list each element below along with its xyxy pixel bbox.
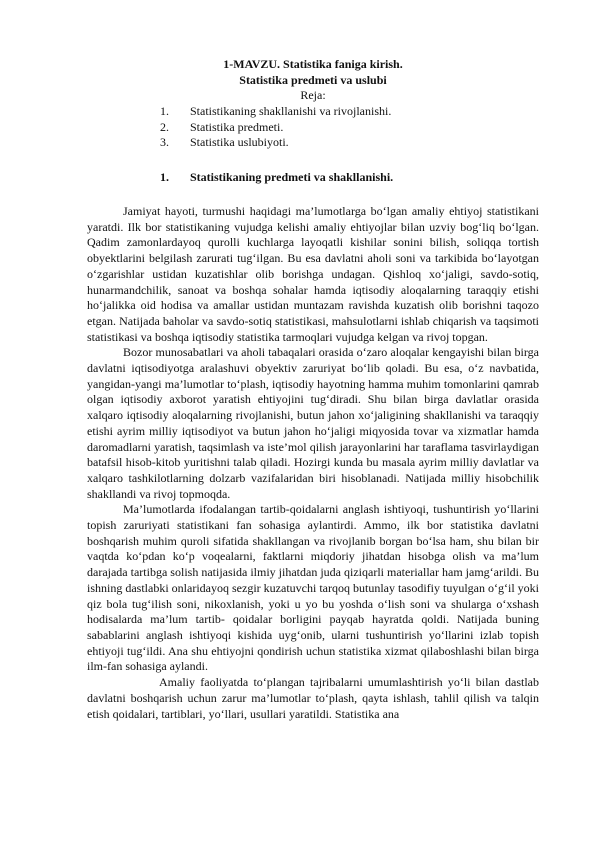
plan-label: Reja:: [300, 88, 326, 102]
plan-item: [160, 104, 391, 120]
plan-item-number: 2.: [160, 119, 169, 134]
plan-list: [160, 104, 391, 151]
paragraph: Bozor munosabatlari va aholi tabaqalari orasida o‘zaro aloqalar kengayishi bilan birga davlatni iqtisodiyotga aralashuvi obyektiv zaruriyat bo‘lib qoladi. Bu esa, o‘z navbatida, yangidan-yangi ma’lumotlar to‘plash, iqtisodiy hayotning hamma muhim tomonlarini qamrab olgan iqtisodiy axborot yaratish ehtiyojini tug‘diradi. Shu bilan birga davlatlar orasida xalqaro iqtisodiy aloqalarning rivojlanishi, butun jahon xo‘jaligining shakllanishi va taraqqiy etishi ayrim milliy iqtisodiyot va butun jahon ho‘jaligi miqyosida tovar va xizmatlar hamda daromadlarni yaratish, taqsimlash va iste’mol qilish jarayonlarini har taraflama tasvirlaydigan batafsil hisob-kitob yuritishni talab qiladi. Hozirgi kunda bu masala ayrim milliy davlatlar va xalqaro tashkilotlarning dolzarb vazifalaridan biri hisoblanadi. Natijada milliy hisobchilik shakllandi va rivoj topmoqda.: [87, 345, 539, 501]
topic-subtitle: Statistika predmeti va uslubi: [239, 73, 387, 87]
paragraph: Ma’lumotlarda ifodalangan tartib-qoidalarni anglash ishtiyoqi, tushuntirish yo‘llarini topish zaruriyati statistikani fan sohasiga aylantirdi. Ammo, ilk bor statistika davlatni boshqarish muhim quroli sifatida shakllangan va rivojlanib borgan bo‘lsa ham, shu bilan bir vaqtda ko‘pdan ko‘p voqealarni, faktlarni miqdoriy jihatdan hisobga olish va ma’lum darajada tartibga solish natijasida ilmiy jihatdan juda qiziqarli materiallar ham jamg‘arildi. Bu ishning dastlabki onlaridayoq sezgir kuzatuvchi tarqoq butunlay tasodifiy tuyulgan o‘g‘il yoki qiz bola tug‘ilish soni, nikoxlanish, yoki u yo bu yoshda o‘lish soni va shularga o‘xshash hodisalarda ma’lum tartib- qoidalar borligini payqab hayratda qoldi. Natijada buning sabablarini anglash ishtiyoqi kishida uyg‘onib, ularni tushuntirish yo‘llarini izlab topish ehtiyoji tug‘ildi. Ana shu ehtiyojni qondirish uchun statistika xizmat qilaboshlashi bilan birga ilm-fan sohasiga aylandi.: [87, 502, 539, 674]
section-heading: [160, 170, 393, 185]
plan-item-number: 3.: [160, 135, 169, 150]
body-text: [87, 204, 539, 722]
plan-item-number: 1.: [160, 104, 169, 118]
section-title: Statistikaning predmeti va shakllanishi.: [190, 170, 394, 184]
section-number: 1.: [160, 170, 169, 184]
paragraph: Amaliy faoliyatda to‘plangan tajribalarni umumlashtirish yo‘li bilan dastlab davlatni boshqarish uchun zarur ma’lumotlar to‘plash, qayta ishlash, tahlil qilish va talqin etish qoidalari, tartiblari, yo‘llari, usullari yaratildi. Statistika ana: [87, 675, 539, 721]
paragraph: Jamiyat hayoti, turmushi haqidagi ma’lumotlarga bo‘lgan amaliy ehtiyoj statistikani yaratdi. Ilk bor statistikaning vujudga kelishi amaliy ehtiyojlar bilan uzviy bog‘liq bo‘lgan. Qadim zamonlardayoq qurolli kuchlarga layoqatli kishilar sonini bilish, soliqqa tortish obyektlarini belgilash zarurati tug‘ilgan. Bu esa davlatni aholi soni va tarkibida bo‘layotgan o‘zgarishlar ustidan kuzatishlar olib borishga undagan. Qishloq xo‘jaligi, savdo-sotiq, hunarmandchilik, sanoat va boshqa sohalar hamda iqtisodiy aloqalarning taraqqiy etishi ho‘jalikka oid hodisa va amallar ustidan muntazam ravishda kuzatish olib borishni taqozo etgan. Natijada baholar va savdo-sotiq statistikasi, mahsulotlarni ishlab chiqarish va taqsimoti statistikasi va boshqa iqtisodiy statistika tarmoqlari vujudga kelgan va rivoj topgan.: [87, 204, 539, 344]
plan-item-text: Statistika predmeti.: [190, 119, 284, 134]
topic-title: 1-MAVZU. Statistika faniga kirish.: [223, 57, 403, 71]
plan-item-text: Statistika uslubiyoti.: [190, 135, 289, 150]
plan-item-text: Statistikaning shakllanishi va rivojlanishi.: [190, 104, 392, 118]
plan-item: [160, 135, 391, 151]
plan-item: [160, 120, 391, 136]
